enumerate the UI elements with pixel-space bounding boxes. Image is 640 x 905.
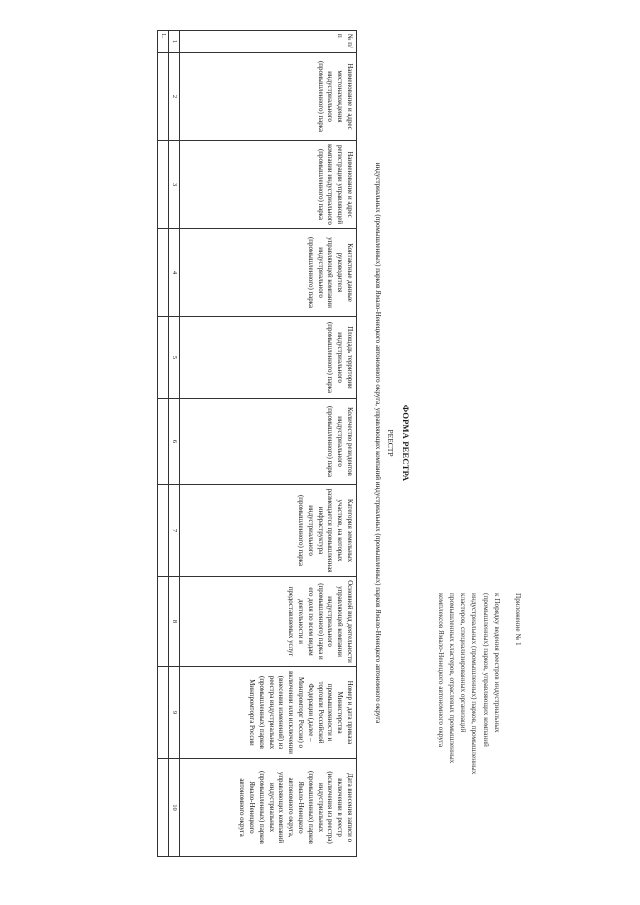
column-number: 8 — [169, 577, 180, 667]
table-cell: 1. — [158, 31, 169, 53]
column-number: 6 — [169, 399, 180, 485]
rotated-sheet — [78, 18, 523, 868]
table-cell — [158, 141, 169, 229]
header-cell: Количество резидентов индустриального (промышленного) парка — [180, 399, 357, 485]
column-number: 4 — [169, 229, 180, 317]
header-cell: Наименование и адрес регистрации управляющей компании индустриального (промышленного) парка — [180, 141, 357, 229]
header-cell: № п/п — [180, 31, 357, 53]
column-number: 10 — [169, 759, 180, 857]
header-cell: Номер и дата приказа Министерства промышленности и торговли Российской Федерации (далее – Минпромторг России) о включении или исключении (внесении изменений) из реестра индустриальных (промышленных) парков Минпромторга России — [180, 667, 357, 759]
column-number-row — [169, 31, 180, 857]
appendix-line: кластеров, специализированных организаций — [459, 593, 468, 733]
header-cell: Категория земельных участков, на которых размещается промышленная инфраструктура индустриального (промышленного) парка — [180, 485, 357, 577]
header-cell: Дата внесения записи о включении в реестр (исключения из реестра) индустриальных (промышленных) парков Ямало-Ненецкого автономного округа, управляющих компаний индустриальных (промышленных) парков Ямало-Ненецкого автономного округа — [180, 759, 357, 857]
column-number: 2 — [169, 53, 180, 141]
appendix-line: промышленных кластеров, отраслевых промышленных — [447, 593, 456, 764]
appendix-line: (промышленных) парков, управляющих компаний — [481, 593, 490, 747]
registry-table — [157, 30, 357, 857]
appendix-line: к Порядку ведения реестров индустриальных — [492, 593, 501, 733]
header-cell: Наименование и адрес местонахождения индустриального (промышленного) парка — [180, 53, 357, 141]
table-row — [158, 31, 169, 857]
header-cell: Контактные данные руководителя управляющей компании индустриального (промышленного) парка — [180, 229, 357, 317]
appendix-number: Приложение № 1 — [514, 593, 522, 646]
table-cell — [158, 485, 169, 577]
table-cell — [158, 53, 169, 141]
appendix-block — [435, 593, 523, 863]
registry-title: РЕЕСТР — [386, 429, 395, 457]
table-header-row — [180, 31, 357, 857]
header-cell: Основной вид деятельности управляющей компании индустриального (промышленного) парка и его доля по всем видам деятельности и предоставляемых услуг — [180, 577, 357, 667]
column-number: 9 — [169, 667, 180, 759]
header-cell: Площадь территории индустриального (промышленного) парка — [180, 317, 357, 399]
table-cell — [158, 317, 169, 399]
table-cell — [158, 759, 169, 857]
column-number: 5 — [169, 317, 180, 399]
table-cell — [158, 399, 169, 485]
table-cell — [158, 667, 169, 759]
appendix-line: индустриальных (промышленных) парков, промышленных — [470, 593, 479, 775]
appendix-line: комплексов Ямало-Ненецкого автономного округа — [436, 593, 445, 748]
table-cell — [158, 229, 169, 317]
column-number: 7 — [169, 485, 180, 577]
column-number: 1 — [169, 31, 180, 53]
table-cell — [158, 577, 169, 667]
column-number: 3 — [169, 141, 180, 229]
form-title: ФОРМА РЕЕСТРА — [401, 404, 411, 482]
registry-subtitle: индустриальных (промышленных) парков Ямало-Ненецкого автономного округа, управляющих компаний индустриальных (промышленных) парков Ямало-Ненецкого автономного округа — [374, 162, 382, 724]
